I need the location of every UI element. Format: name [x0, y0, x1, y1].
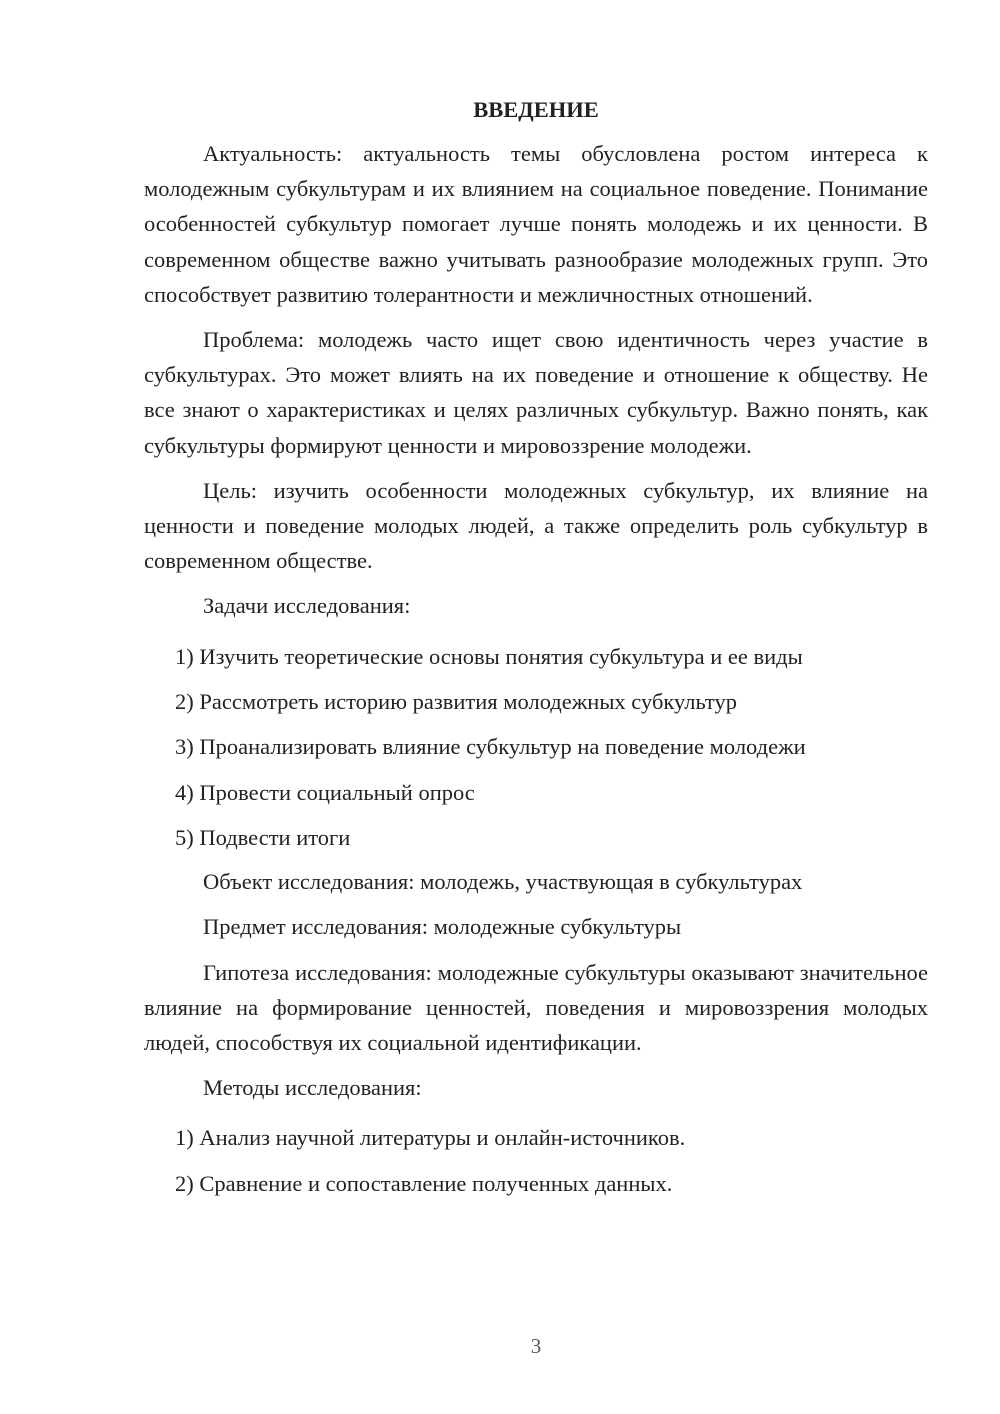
list-item: 5) Подвести итоги [175, 824, 351, 850]
tasks-heading: Задачи исследования: [203, 593, 411, 619]
paragraph-relevance: Актуальность: актуальность темы обусловлена ростом интереса к молодежным субкультурам и их влиянием на социальное поведение. Понимание особенностей субкультур помогает лучше понять молодежь и их ценности. В современном обществе важно учитывать разнообразие молодежных групп. Это способствует развитию толерантности и межличностных отношений. [144, 141, 928, 307]
list-item: 2) Сравнение и сопоставление полученных данных. [175, 1170, 673, 1196]
list-item: 4) Провести социальный опрос [175, 779, 475, 805]
paragraph-object: Объект исследования: молодежь, участвующая в субкультурах [203, 869, 803, 895]
list-item: 1) Изучить теоретические основы понятия субкультура и ее виды [175, 643, 803, 669]
page-title: ВВЕДЕНИЕ [473, 97, 599, 122]
paragraph-subject: Предмет исследования: молодежные субкультуры [203, 914, 682, 940]
list-item: 1) Анализ научной литературы и онлайн-источников. [175, 1125, 686, 1151]
tasks-list [144, 634, 928, 860]
paragraph-problem: Проблема: молодежь часто ищет свою идентичность через участие в субкультурах. Это может влиять на их поведение и отношение к обществу. Не все знают о характеристиках и целях различных субкультур. Важно понять, как субкультуры формируют ценности и мировоззрение молодежи. [144, 327, 928, 458]
paragraph-hypothesis: Гипотеза исследования: молодежные субкультуры оказывают значительное влияние на формирование ценностей, поведения и мировоззрения молодых людей, способствуя их социальной идентификации. [144, 959, 928, 1055]
list-item: 3) Проанализировать влияние субкультур на поведение молодежи [175, 734, 806, 760]
paragraph-goal: Цель: изучить особенности молодежных субкультур, их влияние на ценности и поведение молодых людей, а также определить роль субкультур в современном обществе. [144, 477, 928, 574]
methods-list [144, 1115, 928, 1206]
list-item: 2) Рассмотреть историю развития молодежных субкультур [175, 688, 737, 714]
methods-heading: Методы исследования: [203, 1075, 422, 1101]
page-content [144, 94, 928, 1206]
page-number: 3 [530, 1334, 542, 1358]
